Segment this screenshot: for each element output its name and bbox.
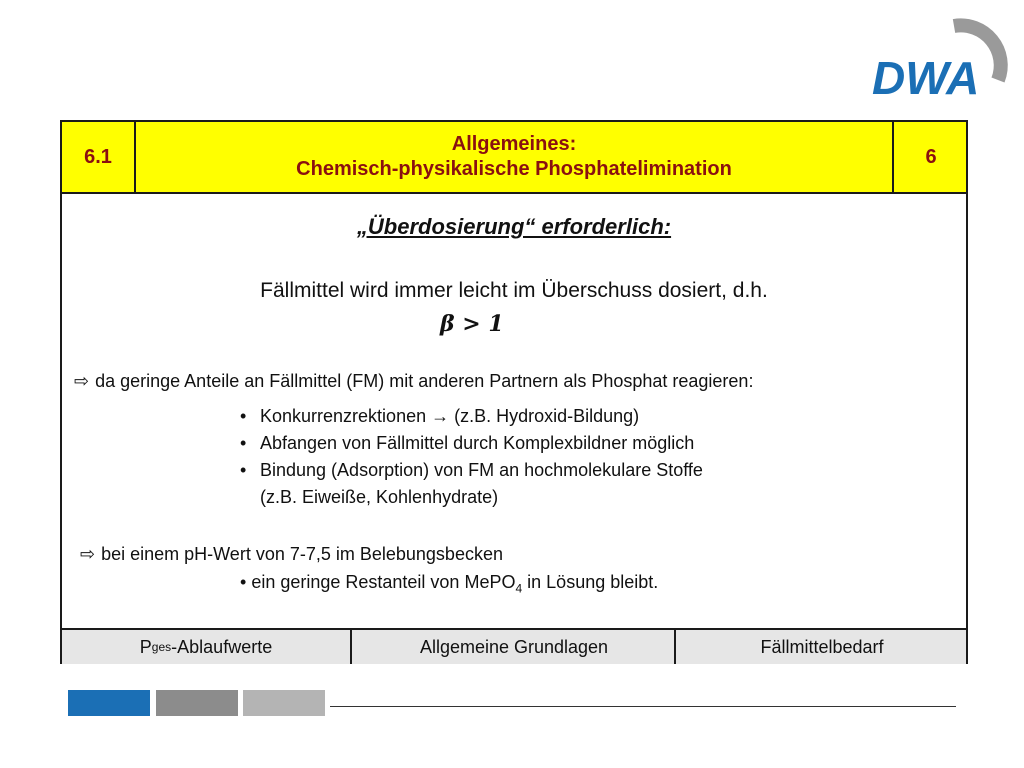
logo-text: DWA: [872, 52, 980, 104]
deco-bar-gray: [156, 690, 238, 716]
list-item: • Konkurrenzrektionen → (z.B. Hydroxid-Bildung): [240, 406, 640, 426]
subtitle: „Überdosierung“ erforderlich:: [356, 214, 672, 239]
right-arrow-icon: ⇨: [80, 544, 96, 565]
section-title-line1: Allgemeines:: [451, 133, 577, 155]
beta-expression: β > 1: [440, 311, 504, 337]
bullet-icon: •: [240, 433, 247, 453]
reason-line: [74, 371, 753, 392]
list-item: • Abfangen von Fällmittel durch Komplexbildner möglich: [240, 433, 695, 453]
list-item-continuation: (z.B. Eiweiße, Kohlenhydrate): [260, 487, 499, 507]
statement-line: Fällmittel wird immer leicht im Überschuss dosiert, d.h.: [260, 279, 768, 302]
deco-bar-blue: [68, 690, 150, 716]
content-body: [62, 194, 966, 628]
footer-link-faellmittelbedarf[interactable]: Fällmittelbedarf: [674, 630, 968, 664]
section-title: [136, 122, 892, 192]
section-number: 6.1: [62, 122, 136, 192]
footer-link-ablaufwerte[interactable]: P ges -Ablaufwerte: [139, 636, 273, 657]
dwa-logo: [868, 14, 1014, 104]
bullet-icon: •: [240, 572, 252, 592]
ph-line: [80, 544, 503, 565]
sub-bullet: • ein geringe Restanteil von MePO$_4$ in Lösung bleibt.: [240, 572, 659, 596]
bullet-icon: •: [240, 406, 247, 426]
ph-text: bei einem pH-Wert von 7-7,5 im Belebungsbecken: [101, 544, 503, 564]
deco-bar-lightgray: [243, 690, 325, 716]
table-footer: [62, 628, 966, 664]
content-table: [60, 120, 968, 664]
section-title-line2: Chemisch-physikalische Phosphatelimination: [296, 158, 732, 180]
chapter-number: 6: [892, 122, 968, 192]
list-item: • Bindung (Adsorption) von FM an hochmolekulare Stoffe: [240, 460, 703, 480]
footer-link-grundlagen[interactable]: Allgemeine Grundlagen: [350, 630, 676, 664]
right-arrow-icon: ⇨: [74, 371, 90, 392]
table-header: [62, 122, 966, 194]
bullet-icon: •: [240, 460, 247, 480]
reason-text: da geringe Anteile an Fällmittel (FM) mit anderen Partnern als Phosphat reagieren:: [95, 371, 754, 391]
footer-rule: [330, 706, 956, 707]
